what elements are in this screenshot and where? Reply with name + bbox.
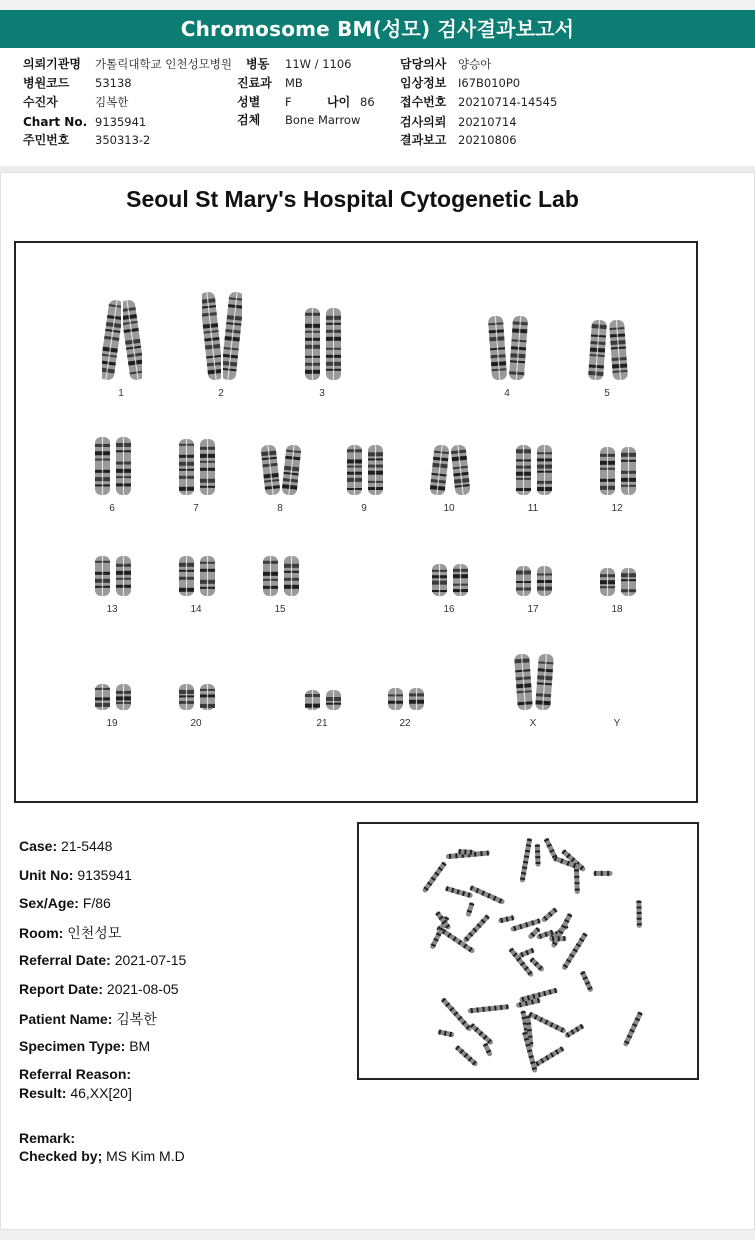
chromosome-13-a [93,554,112,598]
chromatid-shape [114,435,133,497]
chromosome-10-b [451,443,470,497]
department-value: MB [285,76,303,90]
chromosome-label-22: 22 [399,718,411,729]
chromosome-14-b [198,554,217,598]
chromosome-5-a [588,318,607,382]
result-row [19,1085,132,1101]
chromosome-3-a [303,306,322,382]
chromosome-4-b [509,314,528,382]
result-report-value: 20210806 [458,133,517,147]
chromatid-shape [345,443,364,497]
chromosome-label-4: 4 [504,388,510,399]
chromosome-4-a [488,314,507,382]
chromosome-label-10: 10 [443,503,455,514]
chromatid-shape [223,290,242,382]
chromosome-9-a [345,443,364,497]
chromatid-shape [198,682,217,712]
chromatid-shape [303,306,322,382]
unit-no-row [19,867,132,883]
age-label: 나이 [327,95,351,109]
chromosome-label-18: 18 [611,604,623,615]
sex-age-label: Sex/Age: [19,895,79,911]
room-row [19,923,121,943]
checked-by-label: Checked by; [19,1148,103,1164]
chromosome-label-20: 20 [190,718,202,729]
chart-no-label: Chart No. [23,115,88,129]
chromosome-11-a [514,443,533,497]
referral-date-value: 2021-07-15 [114,952,187,968]
chromatid-shape [451,562,470,598]
clinical-info-label: 임상정보 [400,76,447,90]
chromosome-22-b [407,686,426,712]
metaphase-chromosome [551,912,573,948]
resident-no-value: 350313-2 [95,133,151,147]
chromosome-19-b [114,682,133,712]
resident-no-label: 주민번호 [23,133,70,147]
chromatid-shape [177,682,196,712]
chromosome-10-a [430,443,449,497]
lab-title: Seoul St Mary's Hospital Cytogenetic Lab [126,186,579,212]
metaphase-chromosome [529,957,545,973]
chromatid-shape [609,318,628,382]
chromatid-shape [261,554,280,598]
unit-no-label: Unit No: [19,867,74,883]
metaphase-chromosome [437,1029,454,1037]
chromosome-label-6: 6 [109,503,115,514]
chromatid-shape [514,652,533,712]
chromatid-shape [198,554,217,598]
chromatid-shape [407,686,426,712]
metaphase-chromosome [533,1046,565,1068]
chromosome-label-y: Y [613,718,621,729]
chromatid-shape [619,445,638,497]
case-value: 21-5448 [61,838,113,854]
metaphase-chromosome [580,970,594,993]
chromatid-shape [430,443,449,497]
referral-reason-label: Referral Reason: [19,1066,132,1082]
patient-label: 수진자 [23,95,58,109]
chromosome-21-a [303,688,322,712]
chromatid-shape [514,443,533,497]
checked-by-value: MS Kim M.D [106,1148,185,1164]
chromosome-15-a [261,554,280,598]
chromosome-19-a [93,682,112,712]
report-date-label: Report Date: [19,981,104,997]
test-request-value: 20210714 [458,115,517,129]
chromatid-shape [202,290,221,382]
chromatid-shape [598,566,617,598]
metaphase-chromosome [445,886,474,899]
referral-reason-row [19,1066,131,1082]
patient-name-label: Patient Name: [19,1011,113,1027]
chromosome-18-b [619,566,638,598]
ward-label: 병동 [246,57,270,71]
metaphase-chromosome [498,915,515,924]
chromatid-shape [282,554,301,598]
chromosome-5-b [609,318,628,382]
metaphase-chromosome [636,900,641,928]
referral-date-label: Referral Date: [19,952,111,968]
metaphase-chromosome [549,936,566,942]
metaphase-chromosome [440,997,472,1032]
remark-label: Remark: [19,1130,76,1146]
remark-row [19,1130,75,1146]
chromosome-label-14: 14 [190,604,202,615]
department-label: 진료과 [237,76,272,90]
chromosome-13-b [114,554,133,598]
report-date-value: 2021-08-05 [106,981,179,997]
metaphase-chromosome [469,885,506,905]
chromatid-shape [303,688,322,712]
chromatid-shape [535,652,554,712]
specimen-type-row [19,1038,150,1054]
chromosome-label-15: 15 [274,604,286,615]
chromatid-shape [535,443,554,497]
chromosome-15-b [282,554,301,598]
chromatid-shape [261,443,280,497]
chromosome-12-b [619,445,638,497]
chromosome-16-a [430,562,449,598]
chromosome-label-12: 12 [611,503,623,514]
metaphase-chromosome [468,1004,510,1013]
chromosome-1-a [102,298,121,382]
room-label: Room: [19,925,64,941]
metaphase-chromosome [462,914,490,944]
chromosome-label-21: 21 [316,718,328,729]
chromosome-18-a [598,566,617,598]
patient-info-panel [0,48,755,167]
chromosome-9-b [366,443,385,497]
chromosome-label-13: 13 [106,604,118,615]
chromatid-shape [177,437,196,497]
specimen-type-label: Specimen Type: [19,1038,126,1054]
chromatid-shape [430,562,449,598]
checked-by-row [19,1148,185,1164]
chromosome-label-3: 3 [319,388,325,399]
metaphase-chromosome [454,1045,478,1068]
chromosome-1-b [123,298,142,382]
case-row [19,838,112,854]
chromosome-label-8: 8 [277,503,283,514]
chromosome-label-9: 9 [361,503,367,514]
chromatid-shape [93,435,112,497]
chromatid-shape [514,564,533,598]
chromosome-2-b [223,290,242,382]
chart-no-value: 9135941 [95,115,147,129]
chromosome-label-1: 1 [118,388,124,399]
report-title: Chromosome BM(성모) 검사결과보고서 [0,10,755,48]
metaphase-spread-image [359,824,697,1078]
chromosome-x-a [514,652,533,712]
case-label: Case: [19,838,58,854]
metaphase-chromosome [469,1023,494,1046]
chromosome-14-a [177,554,196,598]
chromosome-label-x: X [529,718,537,729]
result-value: 46,XX[20] [70,1085,132,1101]
chromatid-shape [588,318,607,382]
chromosome-21-b [324,688,343,712]
report-date-row [19,981,179,997]
institution-label: 의뢰기관명 [23,57,81,71]
patient-value: 김복한 [95,95,129,109]
chromatid-shape [114,554,133,598]
chromosome-17-a [514,564,533,598]
chromatid-shape [535,564,554,598]
chromosome-8-a [261,443,280,497]
metaphase-chromosome [593,871,612,876]
chromosome-12-a [598,445,617,497]
metaphase-chromosome [623,1011,644,1047]
result-label: Result: [19,1085,67,1101]
chromosome-3-b [324,306,343,382]
metaphase-chromosome [422,861,448,894]
chromosome-label-2: 2 [218,388,224,399]
chromosome-16-b [451,562,470,598]
chromatid-shape [386,686,405,712]
chromosome-6-a [93,435,112,497]
sex-value: F [285,95,292,109]
result-report-label: 결과보고 [400,133,447,147]
chromosome-label-5: 5 [604,388,610,399]
chromosome-11-b [535,443,554,497]
bottom-strip [0,1230,755,1240]
specimen-value: Bone Marrow [285,113,361,127]
chromatid-shape [324,306,343,382]
chromatid-shape [488,314,507,382]
metaphase-chromosome [535,844,541,867]
ward-value: 11W / 1106 [285,57,352,71]
chromosome-22-a [386,686,405,712]
chromatid-shape [177,554,196,598]
sex-age-row [19,895,111,911]
specimen-type-value: BM [129,1038,151,1054]
chromatid-shape [282,443,301,497]
patient-name-value: 김복한 [116,1011,157,1027]
chromatid-shape [366,443,385,497]
doctor-label: 담당의사 [400,57,447,71]
clinical-info-value: I67B010P0 [458,76,521,90]
referral-date-row [19,952,186,968]
chromosome-20-a [177,682,196,712]
chromatid-shape [598,445,617,497]
chromosome-2-a [202,290,221,382]
metaphase-panel [357,822,699,1080]
chromatid-shape [102,298,121,382]
reception-no-label: 접수번호 [400,95,447,109]
age-value: 86 [360,95,375,109]
top-strip [0,0,755,10]
chromatid-shape [509,314,528,382]
chromosome-8-b [282,443,301,497]
metaphase-chromosome [518,947,535,958]
chromosome-20-b [198,682,217,712]
chromosome-label-16: 16 [443,604,455,615]
chromosome-label-11: 11 [527,503,539,514]
chromosome-x-b [535,652,554,712]
chromosome-label-7: 7 [193,503,199,514]
metaphase-chromosome [541,907,559,923]
chromatid-shape [123,298,142,382]
chromatid-shape [93,682,112,712]
sex-age-value: F/86 [82,895,111,911]
unit-no-value: 9135941 [77,867,132,883]
chromatid-shape [619,566,638,598]
metaphase-chromosome [465,902,474,918]
doctor-value: 양승아 [458,57,492,71]
chromosome-7-a [177,437,196,497]
specimen-label: 검체 [237,113,261,127]
metaphase-chromosome [520,838,533,883]
room-value: 인천성모 [67,925,122,941]
chromatid-shape [324,688,343,712]
chromosome-7-b [198,437,217,497]
institution-value: 가톨릭대학교 인천성모병원 [95,57,232,71]
hospital-code-value: 53138 [95,76,132,90]
chromosome-label-17: 17 [527,604,539,615]
chromatid-shape [93,554,112,598]
test-request-label: 검사의뢰 [400,115,447,129]
chromatid-shape [198,437,217,497]
reception-no-value: 20210714-14545 [458,95,558,109]
chromatid-shape [114,682,133,712]
chromosome-17-b [535,564,554,598]
metaphase-chromosome [528,1011,567,1033]
chromatid-shape [451,443,470,497]
hospital-code-label: 병원코드 [23,76,70,90]
chromosome-label-19: 19 [106,718,118,729]
metaphase-chromosome [564,1023,585,1038]
sex-label: 성별 [237,95,261,109]
chromosome-6-b [114,435,133,497]
patient-name-row [19,1009,157,1029]
